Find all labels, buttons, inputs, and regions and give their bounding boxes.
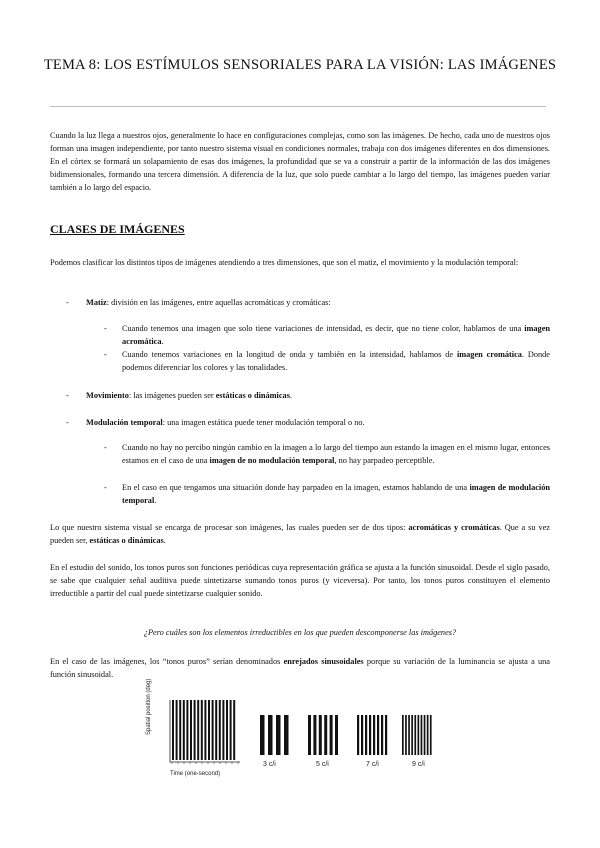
sound-paragraph: En el estudio del sonido, los tonos puros son funciones periódicas cuya representación gráfica se ajusta a la función sinusoidal. Desde el siglo pasado, se sabe que cualquier señal auditiva puede sintetizarse sumando tonos puros (y viceversa). Por tanto, los tonos puros constituyen el elemento irreductible a partir del cual puede sintetizarse cualquier sonido. xyxy=(50,563,550,598)
grating-bar xyxy=(414,715,416,755)
gratings-text: En el caso de las imágenes, los “tonos puros” serían denominados xyxy=(50,657,284,666)
grating-bar xyxy=(313,715,316,755)
grating-bar xyxy=(421,715,423,755)
sub-text-end: , no hay parpadeo perceptible. xyxy=(334,456,435,465)
small-gratings xyxy=(260,715,432,755)
term-acromaticas-cromaticas: acromáticas y cromáticas xyxy=(408,523,500,532)
grating-bar xyxy=(365,715,367,755)
grating-bar xyxy=(212,700,214,760)
sub-bullet: - xyxy=(104,483,107,492)
term-no-modulacion: imagen de no modulación temporal xyxy=(209,456,335,465)
gratings-figure xyxy=(146,678,450,785)
grating-label-3: 3 c/i xyxy=(263,761,276,768)
term-imagen-acromatica: imagen acromática xyxy=(122,324,550,346)
figure-x-axis-label: Time (one-second) xyxy=(170,771,221,777)
term-imagen-cromatica: imagen cromática xyxy=(456,350,522,359)
list-item-modulacion xyxy=(86,416,546,429)
sub-item-acromatica xyxy=(122,322,550,348)
list-dash: - xyxy=(66,298,69,307)
grating-bar xyxy=(361,715,363,755)
sub-item-cromatica xyxy=(122,348,550,374)
sub-text: En el caso en que tengamos una situación donde hay parpadeo en la imagen, estamos hablando de una xyxy=(122,483,470,492)
list-item-matiz xyxy=(86,296,546,309)
grating-bar xyxy=(201,700,203,760)
term-movimiento: Movimiento xyxy=(86,391,129,400)
term-matiz: Matiz xyxy=(86,298,107,307)
grating-bar xyxy=(405,715,407,755)
grating-bar xyxy=(194,700,196,760)
grating-bar xyxy=(197,700,199,760)
term-enrejados-sinusoidales: enrejados sinusoidales xyxy=(283,657,364,666)
sub-text: Cuando no hay no percibo ningún cambio en la imagen a lo largo del tiempo aun estando la imagen en el mismo lugar, entonces estamos en el caso de una xyxy=(122,443,550,465)
grating-bar xyxy=(324,715,327,755)
system-text-mid: . Que a su vez pueden ser, xyxy=(50,523,550,545)
term-con-modulacion: imagen de modulación temporal xyxy=(122,483,550,505)
grating-bar xyxy=(330,715,333,755)
grating-bar xyxy=(276,715,281,755)
grating-bar xyxy=(230,700,232,760)
movimiento-end: . xyxy=(289,391,293,400)
sub-text-end: . xyxy=(154,496,157,505)
grating-bar xyxy=(408,715,410,755)
grating-bar xyxy=(176,700,178,760)
grating-bar xyxy=(377,715,379,755)
system-text: Lo que nuestro sistema visual se encarga de procesar son imágenes, las cuales pueden ser de dos tipos: xyxy=(50,523,409,532)
grating-bar xyxy=(222,700,224,760)
grating-bar xyxy=(319,715,322,755)
sub-text-end: . xyxy=(161,337,164,346)
sub-bullet: - xyxy=(104,324,107,333)
sub-text: Cuando tenemos una imagen que solo tiene variaciones de intensidad, es decir, que no tiene color, hablamos de una xyxy=(122,324,525,333)
grating-bar xyxy=(233,700,235,760)
list-dash: - xyxy=(66,391,69,400)
term-estaticas-dinamicas: estáticas o dinámicas xyxy=(215,391,290,400)
grating-bar xyxy=(369,715,371,755)
term-modulacion-temporal: Modulación temporal xyxy=(86,418,163,427)
grating-bar xyxy=(179,700,181,760)
grating-bar xyxy=(418,715,420,755)
grating-bar xyxy=(204,700,206,760)
grating-bar xyxy=(381,715,383,755)
grating-bar xyxy=(357,715,359,755)
sub-item-modulacion xyxy=(122,481,550,507)
grating-bar xyxy=(427,715,429,755)
list-item-movimiento xyxy=(86,389,546,402)
grating-label-9: 9 c/i xyxy=(412,761,425,768)
grating-bar xyxy=(260,715,265,755)
sub-bullet: - xyxy=(104,443,107,452)
grating-bar xyxy=(172,700,174,760)
gratings-paragraph xyxy=(50,655,550,681)
grating-bar xyxy=(186,700,188,760)
sub-text-end: . Donde podemos diferenciar los colores y las tonalidades. xyxy=(122,350,550,372)
classify-paragraph: Podemos clasificar los distintos tipos de imágenes atendiendo a tres dimensiones, que son el matiz, el movimiento y la modulación temporal: xyxy=(50,258,519,267)
grating-bar xyxy=(335,715,338,755)
grating-label-5: 5 c/i xyxy=(316,761,329,768)
grating-bar xyxy=(215,700,217,760)
title-divider xyxy=(50,106,546,107)
grating-bar xyxy=(308,715,311,755)
sub-item-no-modulacion xyxy=(122,441,550,467)
list-dash: - xyxy=(66,418,69,427)
question-line: ¿Pero cuáles son los elementos irreductibles en los que pueden descomponerse las imágenes? xyxy=(143,628,457,637)
grating-bar xyxy=(190,700,192,760)
term-estaticas-dinamicas-2: estáticas o dinámicas xyxy=(89,536,164,545)
grating-bar xyxy=(385,715,387,755)
grating-bar xyxy=(411,715,413,755)
system-paragraph xyxy=(50,521,550,547)
grating-bar xyxy=(402,715,404,755)
grating-bar xyxy=(430,715,432,755)
grating-bar xyxy=(219,700,221,760)
gratings-text-end: porque su variación de la luminancia se ajusta a una función sinusoidal. xyxy=(50,657,550,679)
matiz-text: : división en las imágenes, entre aquellas acromáticas y cromáticas: xyxy=(106,298,331,307)
sub-bullet: - xyxy=(104,350,107,359)
page-title: TEMA 8: LOS ESTÍMULOS SENSORIALES PARA LA VISIÓN: LAS IMÁGENES xyxy=(43,57,557,73)
grating-bar xyxy=(226,700,228,760)
axis-grating xyxy=(170,700,240,764)
intro-paragraph: Cuando la luz llega a nuestros ojos, generalmente lo hace en configuraciones complejas, como son las imágenes. De hecho, cada uno de nuestros ojos forman una imagen independiente, por tanto nuestro sistema visual en condiciones normales, trabaja con dos imágenes diferentes en dos dimensiones. En el córtex se formará un solapamiento de esas dos imágenes, la profundidad que se va a construir a partir de la información de las dos imágenes bidimensionales, formando una tercera dimensión. A diferencia de la luz, que solo puede cambiar a lo largo del tiempo, las imágenes pueden variar también a lo largo del espacio. xyxy=(50,131,550,192)
grating-bar xyxy=(424,715,426,755)
grating-bar xyxy=(208,700,210,760)
movimiento-text: : las imágenes pueden ser xyxy=(128,391,216,400)
modulacion-text: : una imagen estática puede tener modulación temporal o no. xyxy=(162,418,365,427)
grating-bar xyxy=(268,715,273,755)
grating-bar xyxy=(373,715,375,755)
system-text-end: . xyxy=(163,536,166,545)
sub-text: Cuando tenemos variaciones en la longitud de onda y también en la intensidad, hablamos de xyxy=(122,350,457,359)
section-heading: CLASES DE IMÁGENES xyxy=(50,222,185,236)
grating-bar xyxy=(284,715,289,755)
figure-y-axis-label: Spatial position (deg) xyxy=(146,678,152,735)
grating-label-7: 7 c/i xyxy=(366,761,379,768)
grating-bar xyxy=(183,700,185,760)
